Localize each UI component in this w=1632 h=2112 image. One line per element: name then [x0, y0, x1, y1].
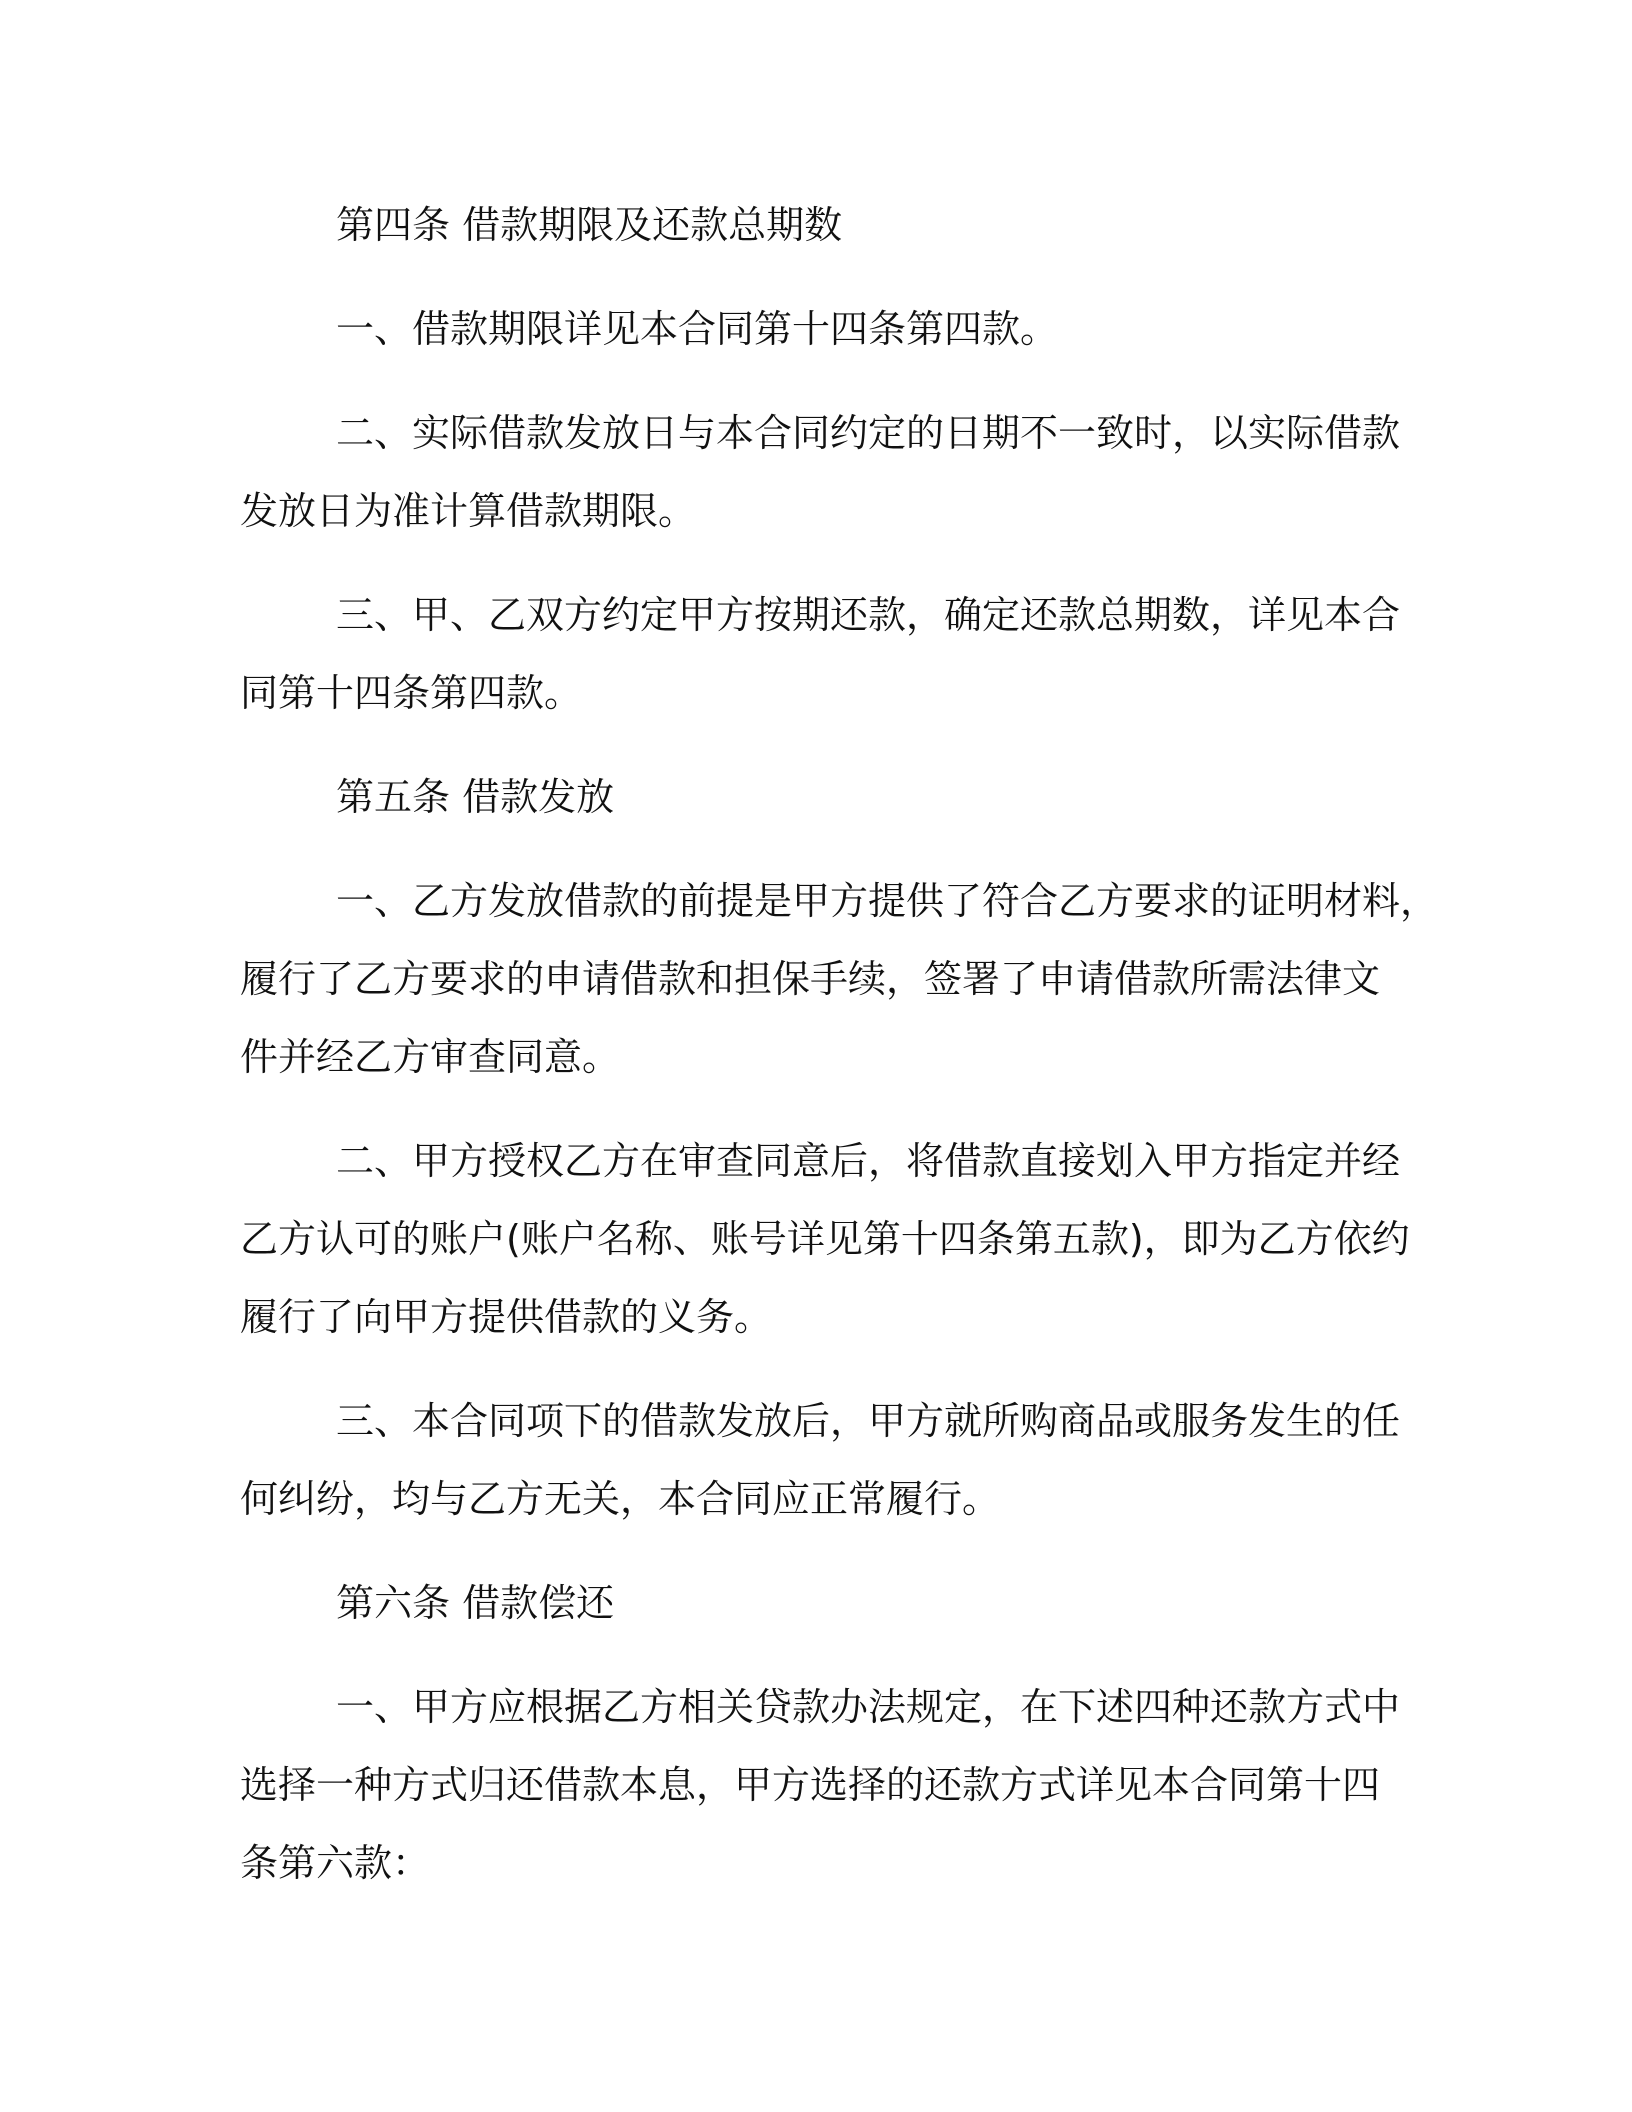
article-4-clause-3-line-2: 同第十四条第四款。: [240, 671, 583, 715]
article-5-clause-2-line-3: 履行了向甲方提供借款的义务。: [240, 1295, 773, 1339]
article-5-clause-1-line-3: 件并经乙方审查同意。: [240, 1035, 621, 1079]
article-4-clause-1: 一、借款期限详见本合同第十四条第四款。: [336, 307, 1059, 351]
article-4-clause-2-line-2: 发放日为准计算借款期限。: [240, 489, 697, 533]
article-4-clause-3-line-1: 三、甲、乙双方约定甲方按期还款，确定还款总期数，详见本合: [336, 593, 1401, 637]
article-5-clause-1-line-2: 履行了乙方要求的申请借款和担保手续，签署了申请借款所需法律文: [240, 957, 1381, 1001]
article-5-clause-3-line-1: 三、本合同项下的借款发放后，甲方就所购商品或服务发生的任: [336, 1399, 1401, 1443]
article-4-heading: 第四条 借款期限及还款总期数: [336, 203, 843, 247]
article-6-clause-1-line-2: 选择一种方式归还借款本息，甲方选择的还款方式详见本合同第十四: [240, 1763, 1381, 1807]
article-5-heading: 第五条 借款发放: [336, 775, 615, 819]
article-5-clause-2-line-1: 二、甲方授权乙方在审查同意后，将借款直接划入甲方指定并经: [336, 1139, 1401, 1183]
article-5-clause-2-line-2: 乙方认可的账户(账户名称、账号详见第十四条第五款)，即为乙方依约: [240, 1217, 1410, 1261]
article-5-clause-1-line-1: 一、乙方发放借款的前提是甲方提供了符合乙方要求的证明材料，: [336, 879, 1439, 923]
article-6-clause-1-line-1: 一、甲方应根据乙方相关贷款办法规定，在下述四种还款方式中: [336, 1685, 1401, 1729]
contract-text: [240, 186, 1439, 1902]
article-5-clause-3-line-2: 何纠纷，均与乙方无关，本合同应正常履行。: [240, 1477, 1001, 1521]
article-6-clause-1-line-3: 条第六款：: [240, 1841, 431, 1885]
article-6-heading: 第六条 借款偿还: [336, 1581, 615, 1625]
article-4-clause-2-line-1: 二、实际借款发放日与本合同约定的日期不一致时，以实际借款: [336, 411, 1401, 455]
